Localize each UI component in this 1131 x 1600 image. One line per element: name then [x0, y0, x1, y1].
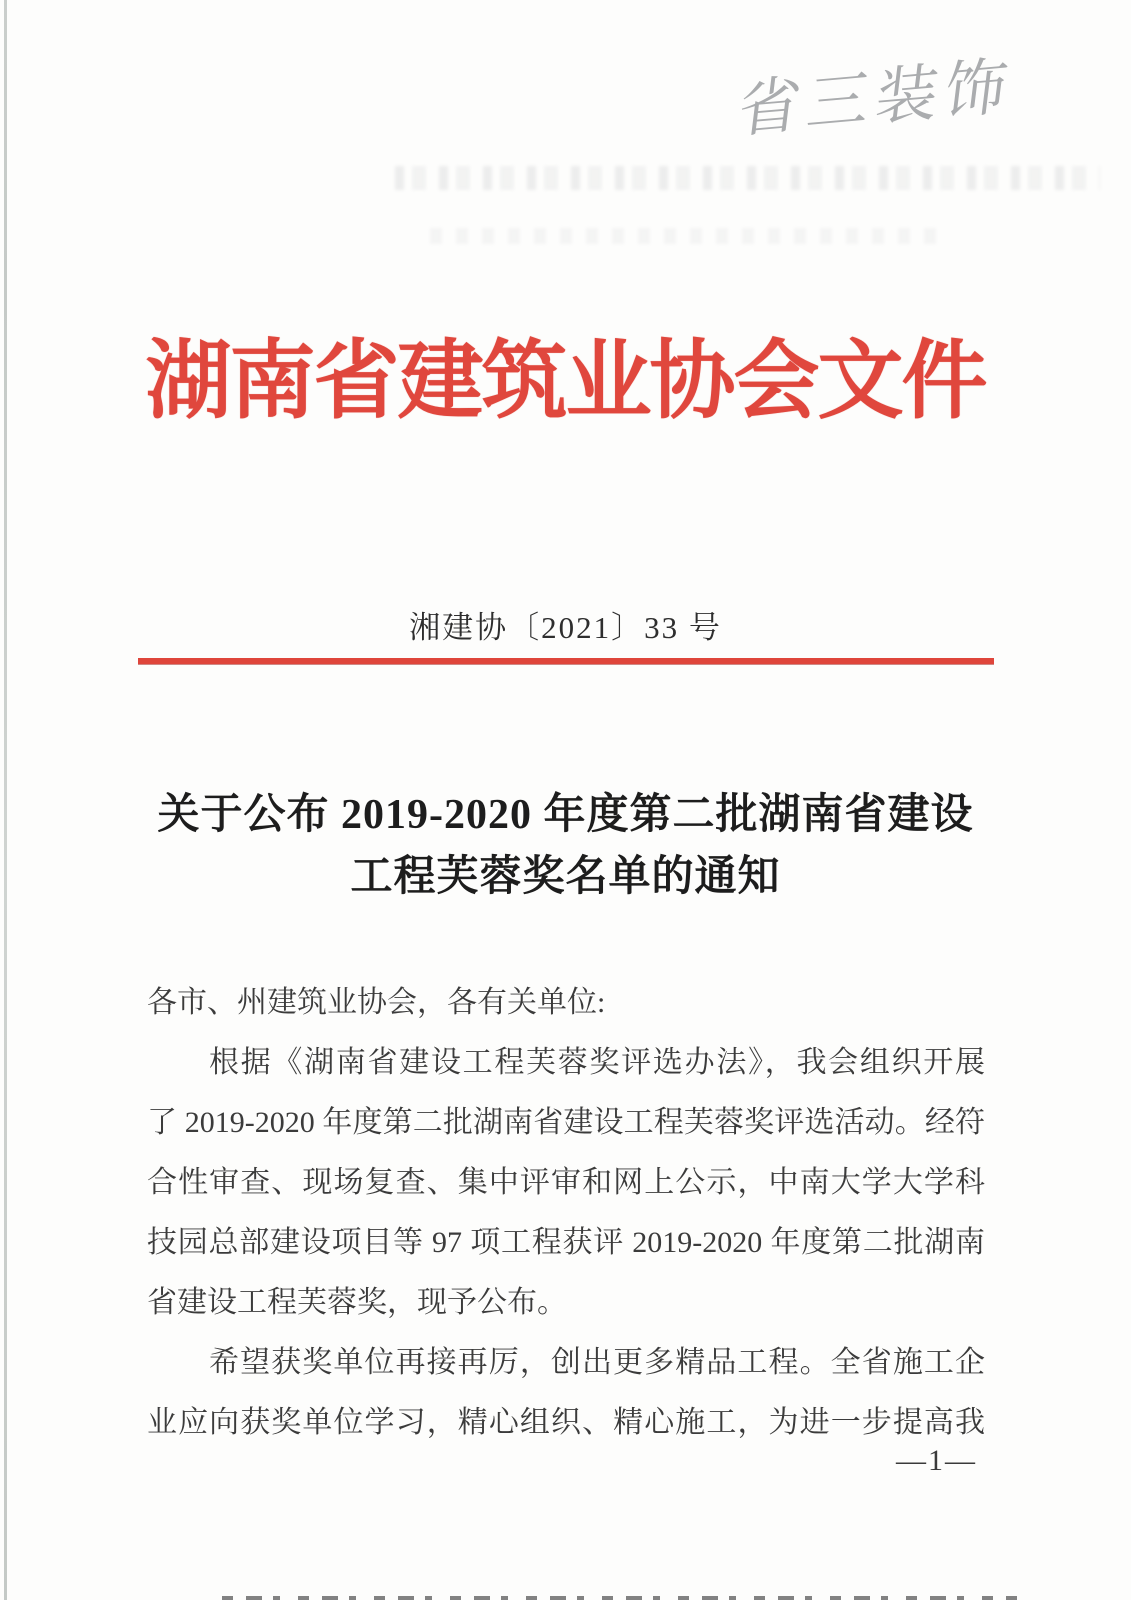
red-separator-rule	[138, 658, 994, 664]
page-number: —1—	[896, 1444, 977, 1477]
bleed-through-ghost-text	[430, 228, 950, 244]
body-text	[147, 973, 985, 1453]
body-line: 省建设工程芙蓉奖，现予公布。	[147, 1286, 567, 1319]
document-number: 湘建协〔2021〕33 号	[409, 610, 722, 645]
masthead-title: 湖南省建筑业协会文件	[145, 333, 986, 429]
notice-title	[70, 784, 1061, 908]
handwritten-annotation: 省三装饰	[734, 52, 1018, 146]
body-line: 希望获奖单位再接再厉，创出更多精品工程。全省施工企	[209, 1346, 985, 1379]
body-line: 合性审查、现场复查、集中评审和网上公示，中南大学大学科	[147, 1166, 985, 1199]
body-line: 了 2019-2020 年度第二批湖南省建设工程芙蓉奖评选活动。经符	[147, 1106, 985, 1139]
body-line: 业应向获奖单位学习，精心组织、精心施工，为进一步提高我	[147, 1406, 985, 1439]
bleed-through-ghost-text	[395, 166, 1100, 190]
cutoff-next-line-edge	[222, 1596, 1017, 1600]
scan-edge-artifact	[4, 0, 7, 1600]
body-line: 根据《湖南省建设工程芙蓉奖评选办法》，我会组织开展	[209, 1046, 985, 1079]
body-line: 技园总部建设项目等 97 项工程获评 2019-2020 年度第二批湖南	[147, 1226, 985, 1259]
notice-title-line1: 关于公布 2019-2020 年度第二批湖南省建设	[157, 792, 974, 838]
notice-title-line2: 工程芙蓉奖名单的通知	[350, 854, 781, 900]
salutation-line: 各市、州建筑业协会，各有关单位:	[147, 986, 606, 1019]
